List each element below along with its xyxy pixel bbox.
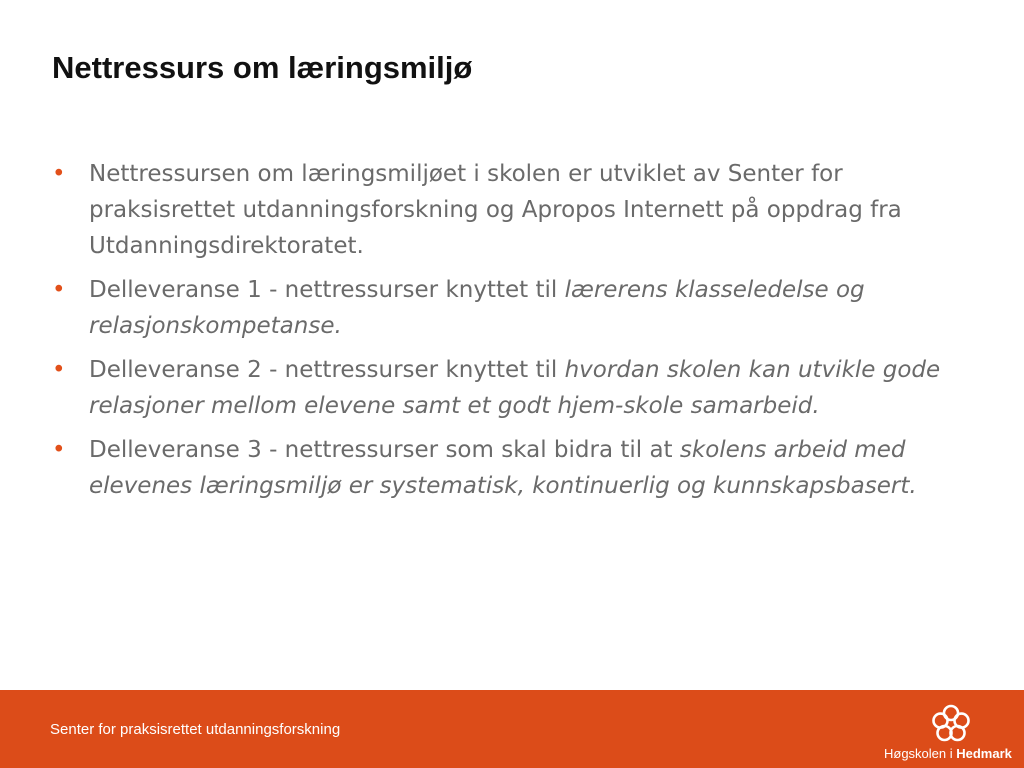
logo-text-bold: Hedmark xyxy=(956,746,1012,761)
flower-knot-icon xyxy=(929,702,973,746)
bullet-dot-icon: • xyxy=(52,277,66,303)
logo-text-regular: Høgskolen i xyxy=(884,746,957,761)
bullet-list xyxy=(52,156,972,512)
bullet-dot-icon: • xyxy=(52,437,66,463)
footer-bar xyxy=(0,690,1024,768)
bullet-text: Delleveranse 3 - nettressurser som skal bidra til at xyxy=(89,437,680,463)
bullet-dot-icon: • xyxy=(52,357,66,383)
bullet-item xyxy=(52,272,972,344)
footer-text: Senter for praksisrettet utdanningsforskning xyxy=(50,721,341,738)
bullet-item xyxy=(52,156,972,264)
slide-title: Nettressurs om læringsmiljø xyxy=(52,50,473,85)
bullet-dot-icon: • xyxy=(52,161,66,187)
bullet-emphasis: skolens arbeid med elevenes læringsmiljø er systematisk, kontinuerlig og kunnskapsbasert. xyxy=(89,437,917,499)
bullet-emphasis: hvordan skolen kan utvikle gode relasjoner mellom elevene samt et godt hjem-skole samarbeid. xyxy=(89,357,941,419)
bullet-text: Nettressursen om læringsmiljøet i skolen er utviklet av Senter for praksisrettet utdanningsforskning og Apropos Internett på oppdrag fra Utdanningsdirektoratet. xyxy=(89,161,902,259)
logo-text xyxy=(884,746,1012,761)
bullet-item xyxy=(52,432,972,504)
bullet-text: Delleveranse 2 - nettressurser knyttet til xyxy=(89,357,565,383)
bullet-text: Delleveranse 1 - nettressurser knyttet til xyxy=(89,277,565,303)
bullet-item xyxy=(52,352,972,424)
bullet-emphasis: lærerens klasseledelse og relasjonskompetanse. xyxy=(89,277,865,339)
